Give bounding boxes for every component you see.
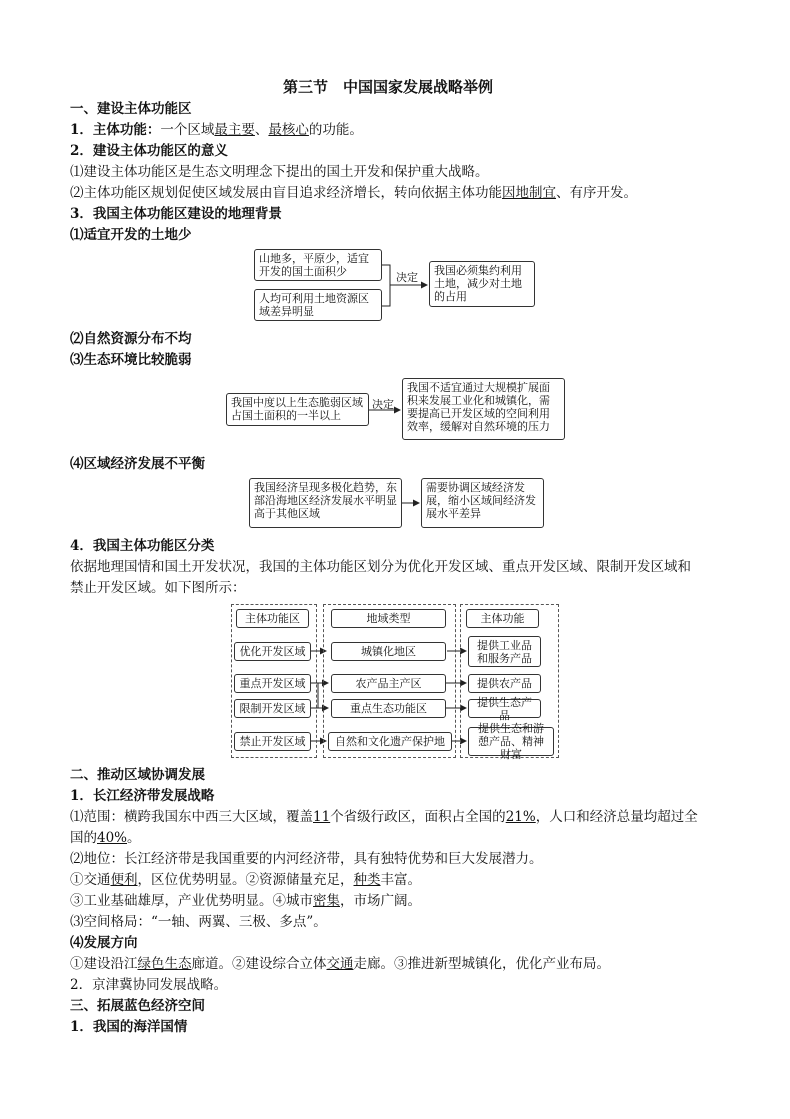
paragraph: 2．京津冀协同发展战略。 bbox=[70, 977, 228, 993]
text-run: ⑴范围：横跨我国东中西三大区域，覆盖 bbox=[70, 809, 313, 825]
section-heading: 二、推动区域协调发展 bbox=[70, 767, 205, 783]
column-header: 主体功能 bbox=[466, 609, 539, 628]
paragraph: ⑶空间格局：“一轴、两翼、三极、多点”。 bbox=[70, 914, 327, 930]
paragraph bbox=[70, 892, 421, 910]
zone-box: 限制开发区域 bbox=[234, 699, 311, 718]
zone-box: 重点开发区域 bbox=[234, 674, 311, 693]
underlined-term: 最主要 bbox=[214, 122, 255, 138]
paragraph: ⑵地位：长江经济带是我国重要的内河经济带，具有独特优势和巨大发展潜力。 bbox=[70, 851, 543, 867]
paragraph: ⑴建设主体功能区是生态文明理念下提出的国土开发和保护重大战略。 bbox=[70, 164, 489, 180]
text-run: ①建设沿江 bbox=[70, 956, 138, 972]
underlined-term: 种类 bbox=[353, 872, 381, 888]
paragraph: 禁止开发区域。如下图所示： bbox=[70, 580, 246, 596]
arrow-label: 决定 bbox=[372, 398, 394, 411]
diagram-box: 我国中度以上生态脆弱区域占国土面积的一半以上 bbox=[226, 393, 369, 426]
type-box: 农产品主产区 bbox=[331, 674, 446, 693]
diagram-box: 需要协调区域经济发展，缩小区域间经济发展水平差异 bbox=[421, 478, 544, 528]
underlined-term: 40% bbox=[97, 830, 128, 846]
subheading: 1．我国的海洋国情 bbox=[70, 1019, 188, 1035]
text-run: ①交通 bbox=[70, 872, 111, 888]
subheading: ⑷区域经济发展不平衡 bbox=[70, 456, 205, 472]
function-box: 提供生态产品 bbox=[468, 699, 541, 718]
text-run: ③工业基础雄厚，产业优势明显。④城市 bbox=[70, 893, 313, 909]
column-header: 主体功能区 bbox=[236, 609, 309, 628]
diagram-box: 我国经济呈现多极化趋势，东部沿海地区经济发展水平明显高于其他区域 bbox=[249, 478, 402, 528]
zone-box: 禁止开发区域 bbox=[234, 732, 311, 751]
section-heading: 一、建设主体功能区 bbox=[70, 101, 192, 117]
underlined-term: 因地制宜 bbox=[502, 185, 556, 201]
text-run: 、有序开发。 bbox=[556, 185, 637, 201]
paragraph bbox=[70, 955, 610, 973]
type-box: 城镇化地区 bbox=[331, 642, 446, 661]
text-run: 走廊。③推进新型城镇化，优化产业布局。 bbox=[353, 956, 610, 972]
text-run: ⑵主体功能区规划促使区域发展由盲目追求经济增长，转向依据主体功能 bbox=[70, 185, 502, 201]
text-run: 丰富。 bbox=[380, 872, 421, 888]
text-run: 国的 bbox=[70, 830, 97, 846]
function-box: 提供工业品和服务产品 bbox=[468, 636, 541, 667]
text-run: 。 bbox=[127, 830, 141, 846]
underlined-term: 绿色生态 bbox=[137, 956, 192, 972]
item-label: 1．主体功能： bbox=[70, 122, 161, 138]
paragraph bbox=[70, 829, 141, 847]
subheading: 2．建设主体功能区的意义 bbox=[70, 143, 228, 159]
subheading: ⑶生态环境比较脆弱 bbox=[70, 352, 192, 368]
text-run: 个省级行政区，面积占全国的 bbox=[330, 809, 506, 825]
arrow-label: 决定 bbox=[396, 271, 418, 284]
underlined-term: 11 bbox=[313, 809, 331, 825]
function-box: 提供农产品 bbox=[468, 674, 541, 693]
subheading: ⑴适宜开发的土地少 bbox=[70, 227, 192, 243]
page-title: 第三节 中国国家发展战略举例 bbox=[283, 78, 494, 96]
diagram-box: 我国不适宜通过大规模扩展面积来发展工业化和城镇化，需要提高已开发区域的空间利用效率，缓解对自然环境的压力 bbox=[402, 378, 565, 440]
type-box: 重点生态功能区 bbox=[331, 699, 446, 718]
diagram-box: 山地多，平原少，适宜开发的国土面积少 bbox=[254, 249, 382, 281]
paragraph bbox=[70, 871, 421, 889]
text-run: ，区位优势明显。②资源储量充足， bbox=[137, 872, 354, 888]
subheading: 1．长江经济带发展战略 bbox=[70, 788, 215, 804]
diagram-box: 人均可利用土地资源区域差异明显 bbox=[254, 289, 382, 321]
underlined-term: 最核心 bbox=[268, 122, 309, 138]
underlined-term: 交通 bbox=[326, 956, 354, 972]
paragraph: 依据地理国情和国土开发状况，我国的主体功能区划分为优化开发区域、重点开发区域、限制开发区域和 bbox=[70, 559, 691, 575]
text-run: 廊道。②建设综合立体 bbox=[191, 956, 327, 972]
function-box: 提供生态和游憩产品、精神财富 bbox=[468, 727, 554, 756]
paragraph bbox=[70, 808, 698, 826]
diagram-box: 我国必须集约利用土地，减少对土地的占用 bbox=[429, 261, 535, 307]
subheading: ⑷发展方向 bbox=[70, 935, 138, 951]
text-run: 一个区域 bbox=[160, 122, 215, 138]
text-run: ，市场广阔。 bbox=[340, 893, 421, 909]
subheading: 3．我国主体功能区建设的地理背景 bbox=[70, 206, 282, 222]
section-heading: 三、拓展蓝色经济空间 bbox=[70, 998, 205, 1014]
type-box: 自然和文化遗产保护地 bbox=[328, 732, 452, 751]
text-run: 、 bbox=[254, 122, 269, 138]
zone-box: 优化开发区域 bbox=[234, 642, 311, 661]
underlined-term: 便利 bbox=[110, 872, 138, 888]
subheading: ⑵自然资源分布不均 bbox=[70, 331, 192, 347]
underlined-term: 密集 bbox=[313, 893, 340, 909]
text-run: 的功能。 bbox=[308, 122, 363, 138]
text-run: ，人口和经济总量均超过全 bbox=[535, 809, 698, 825]
subheading: 4．我国主体功能区分类 bbox=[70, 538, 215, 554]
column-header: 地域类型 bbox=[331, 609, 446, 628]
underlined-term: 21% bbox=[505, 809, 536, 825]
